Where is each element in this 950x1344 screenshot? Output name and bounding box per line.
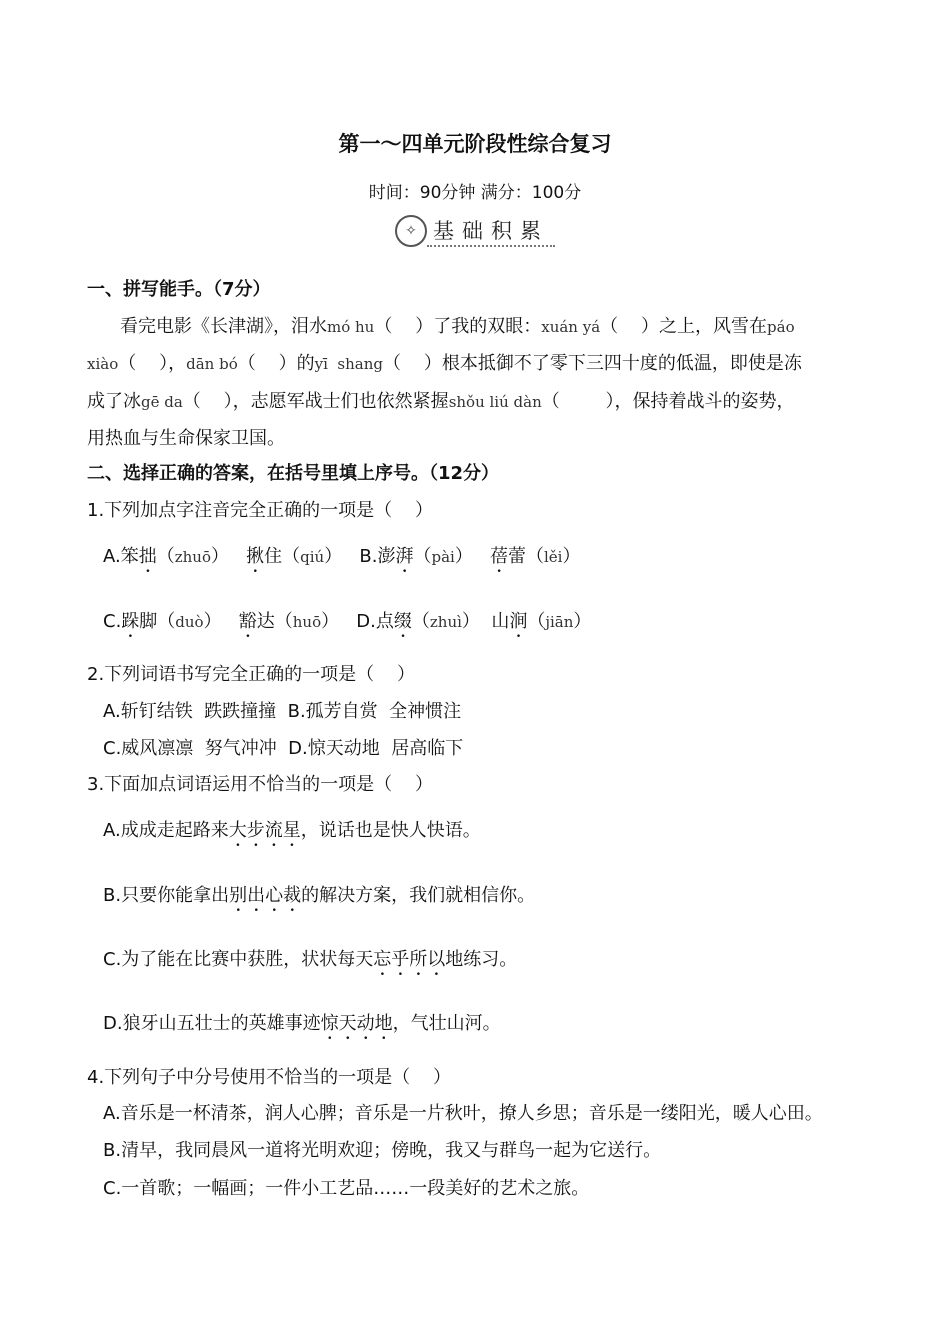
text-segment: 蕾（ [507,546,544,567]
text-segment: C. [103,611,122,632]
emphasized-text: 拙 [138,546,157,567]
text-line [103,737,463,761]
text-line [103,1012,501,1044]
text-segment: ） B.澎 [324,546,396,567]
text-segment: 一、拼写能手。（7分） [87,279,271,300]
emphasized-text: 忘乎所以 [373,949,446,970]
pinyin: jiān [545,613,574,631]
pinyin: duò [175,613,204,631]
pinyin: xiào [87,355,119,373]
text-segment: （ ）了我的双眼： [374,316,542,337]
text-segment: 3.下面加点词语运用不恰当的一项是（ ） [87,774,434,795]
text-segment: 达（ [256,611,293,632]
text-segment: 脚（ [139,611,176,632]
text-line [103,884,535,916]
text-segment: （ [411,611,430,632]
text-segment: （ [527,611,546,632]
text-segment: 二、选择正确的答案，在括号里填上序号。（12分） [87,463,500,484]
pinyin: gē da [141,393,183,411]
text-line [103,1139,661,1163]
text-segment: （ [156,546,175,567]
text-segment: A.笨 [103,546,139,567]
text-line [87,278,271,302]
text-segment: C.一首歌；一幅画；一件小工艺品……一段美好的艺术之旅。 [103,1178,590,1199]
pinyin: lěi [543,548,563,566]
text-segment: （ ）之上，风雪在 [600,316,768,337]
text-segment: ） [573,611,592,632]
pinyin: shǒu liú dàn [448,393,542,411]
text-segment: ） 山 [461,611,510,632]
text-line [103,1177,589,1201]
page-title: 第一～四单元阶段性综合复习 [338,132,612,156]
text-segment: （ [413,546,432,567]
text-line [87,1066,451,1090]
text-line [87,390,795,414]
text-segment: （ ）， [118,353,187,374]
text-line [87,663,415,687]
text-segment: A.音乐是一杯清茶，润人心脾；音乐是一片秋叶，撩人乡思；音乐是一缕阳光，暖人心田。 [103,1103,823,1124]
text-segment: D.狼牙山五壮士的英雄事迹 [103,1013,321,1034]
text-line [87,427,285,451]
text-line [120,315,795,339]
pinyin: xuán yá [541,318,601,336]
text-segment: ） [210,546,247,567]
text-line [87,499,433,523]
text-segment: B.只要你能拿出 [103,885,230,906]
text-segment: ，气壮山河。 [392,1013,501,1034]
text-line [103,1102,823,1126]
pinyin: qiú [300,548,325,566]
text-segment: ，说话也是快人快语。 [300,820,481,841]
banner-text: 基础积累 [433,219,549,243]
emphasized-text: 涧 [509,611,528,632]
text-segment: C.为了能在比赛中获胜，状状每天 [103,949,374,970]
text-segment: C.威风凛凛 努气冲冲 D.惊天动地 居高临下 [103,738,464,759]
pinyin: páo [767,318,795,336]
pinyin: pài [431,548,455,566]
text-segment: ） [562,546,581,567]
text-segment: 2.下列词语书写完全正确的一项是（ ） [87,664,416,685]
pinyin: zhuō [174,548,211,566]
text-segment: 用热血与生命保家卫国。 [87,428,285,449]
text-segment: 看完电影《长津湖》，泪水 [120,316,327,337]
text-line [103,700,461,724]
text-segment: A.斩钉结铁 跌跌撞撞 B.孤芳自赏 全神惯注 [103,701,462,722]
text-segment: 1.下列加点字注音完全正确的一项是（ ） [87,500,434,521]
text-line [103,545,580,577]
text-line [87,462,499,486]
banner-underline [427,245,555,247]
text-segment: A.成成走起路来 [103,820,229,841]
text-segment: ） [454,546,490,567]
text-segment: ） D.点 [321,611,394,632]
emphasized-text: 揪 [246,546,265,567]
emphasized-text: 跺 [121,611,140,632]
text-segment: ） [203,611,239,632]
pinyin: dān bó [186,355,238,373]
exam-time-score: 时间：90分钟 满分：100分 [368,183,582,203]
text-segment: 住（ [264,546,301,567]
text-segment: 4.下列句子中分号使用不恰当的一项是（ ） [87,1067,452,1088]
text-segment: B.清早，我同晨风一道将光明欢迎；傍晚，我又与群鸟一起为它送行。 [103,1140,662,1161]
pinyin: huō [292,613,322,631]
text-line [103,819,481,851]
emphasized-text: 惊天动地 [320,1013,393,1034]
emphasized-text: 缀 [393,611,412,632]
emphasized-text: 湃 [395,546,414,567]
text-segment: 地练习。 [445,949,518,970]
pinyin: yī shang [314,355,383,373]
text-segment: （ ）根本抵御不了零下三四十度的低温，即使是冻 [383,353,802,374]
emphasized-text: 豁 [238,611,257,632]
text-segment: （ ），志愿军战士们也依然紧握 [182,391,449,412]
text-line [103,948,517,980]
text-line [103,610,591,642]
pinyin: zhuì [429,613,462,631]
emphasized-text: 别出心裁 [229,885,302,906]
pinyin: mó hu [327,318,375,336]
telescope-icon: ✧ [395,215,427,247]
text-line [87,352,802,376]
section-banner [395,213,560,249]
text-line [87,773,433,797]
emphasized-text: 蓓 [489,546,508,567]
text-segment: （ ），保持着战斗的姿势， [541,391,795,412]
text-segment: 成了冰 [87,391,141,412]
emphasized-text: 大步流星 [228,820,301,841]
text-segment: （ ）的 [237,353,315,374]
text-segment: 的解决方案，我们就相信你。 [301,885,536,906]
